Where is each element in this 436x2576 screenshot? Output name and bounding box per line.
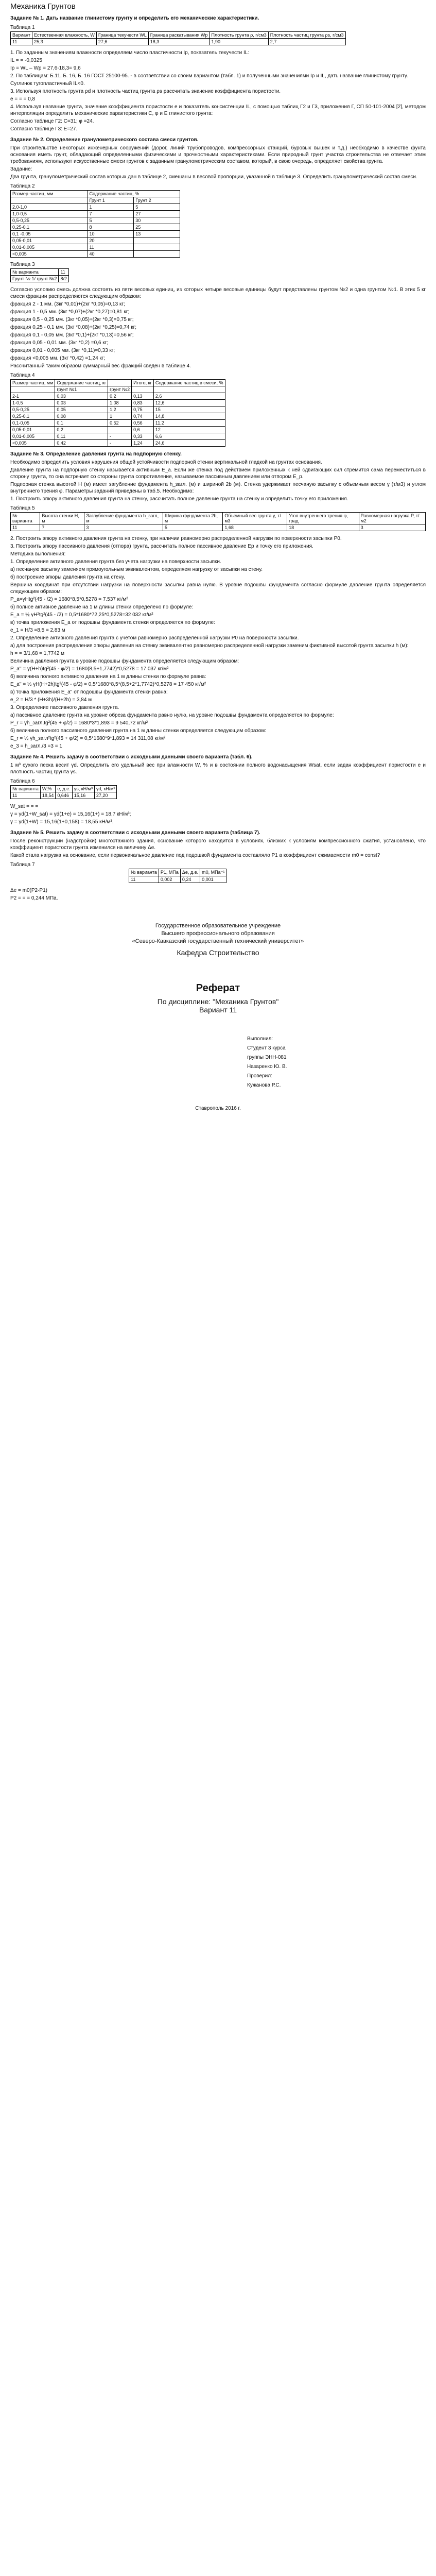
table-cell: Естественная влажность, W — [32, 32, 97, 39]
table-cell: Угол внутреннего трения φ, град — [287, 513, 359, 524]
table-cell: 0,6 — [132, 427, 154, 433]
table-row — [11, 211, 180, 217]
paragraph: При строительстве некоторых инженерных сооружений (дорог, линий трубопроводов, компрессорных станций, буровых вышек и т.д.) необходимо в качестве фунта основания иметь грунт, обладающий определенными физическими и прочностными характеристиками. Если природный грунт участка строительства не отвечает этим требованиям, используют искусственные смеси грунтов с заданным гранулометрическим составом, который, в свою очередь, определяет свойства грунта. — [10, 145, 426, 164]
paragraph: Методика выполнения: — [10, 551, 66, 557]
sign-line: группы ЭНН-081 — [247, 1055, 287, 1060]
paragraph: h = = 3/1,68 = 1,7742 м — [10, 651, 65, 656]
table-row — [11, 238, 180, 244]
task1-heading: Задание № 1. Дать название глинистому грунту и определить его механические характеристики. — [10, 15, 259, 21]
table3-caption: Таблица 3 — [10, 262, 35, 267]
sign-line: Назаренко Ю. В. — [247, 1064, 287, 1070]
table-row — [11, 393, 225, 400]
table2 — [10, 190, 180, 258]
table-cell: 0,25-0,1 — [11, 224, 88, 231]
table-cell: 18,3 — [148, 39, 210, 45]
paragraph: фракция 1 - 0,5 мм. (3кг *0,07)+(2кг *0,27)=0,81 кг; — [10, 309, 130, 315]
table-row — [11, 524, 426, 531]
task5-heading: Задание № 5. Решить задачу в соответствии с исходными данными своего варианта (таблица 7). — [10, 830, 260, 836]
table-row — [11, 440, 225, 447]
signatures-block — [247, 1035, 426, 1090]
table-cell — [108, 380, 132, 386]
table-cell: 0,42 — [55, 440, 108, 447]
sign-line: Студент 3 курса — [247, 1045, 286, 1051]
table-cell: 6,6 — [153, 433, 225, 440]
table-cell: <0,005 — [11, 251, 88, 258]
table-cell: Заглубление фундамента h_загл, м — [84, 513, 163, 524]
table-cell: 5 — [88, 217, 134, 224]
table-row — [11, 217, 180, 224]
table-cell: 1,24 — [132, 440, 154, 447]
table-cell: 0,75 — [132, 406, 154, 413]
paragraph: фракция 0,5 - 0,25 мм. (3кг *0,05)+(2кг *0,3)=0,75 кг; — [10, 317, 134, 323]
table-cell: 8 — [88, 224, 134, 231]
paragraph: W_sat = = = — [10, 804, 39, 809]
table-row — [11, 792, 117, 799]
org-line-3: «Северо-Кавказский государственный технический университет» — [132, 938, 304, 944]
paragraph: e_2 = H/3 * (H+3h)/(H+2h) = 3,84 м — [10, 697, 92, 703]
task3-heading: Задание № 3. Определение давления грунта на подпорную стенку. — [10, 451, 182, 457]
table-cell: Плотность частиц грунта ρs, г/см3 — [268, 32, 345, 39]
paragraph: 1 м³ сухого песка весит γd. Определить его удельный вес при влажности W, % и в состоянии полного водонасыщения Wsat, если задан коэффициент пористости e и плотность частиц грунта γs. — [10, 762, 426, 775]
paragraph: в) точка приложения E_a'' от подошвы фундамента стенки равна: — [10, 689, 168, 695]
task4-text — [10, 762, 426, 775]
paragraph: фракция 2 - 1 мм. (3кг *0,01)+(2кг *0,05)=0,13 кг; — [10, 301, 125, 307]
sign-line: Проверил: — [247, 1073, 272, 1079]
table-cell: 0,03 — [55, 400, 108, 406]
table-cell: 2,0-1,0 — [11, 204, 88, 211]
paragraph: 3. Построить эпюру пассивного давления (отпора) грунта, рассчитать полное пассивное давление Ep и точку его приложения. — [10, 544, 313, 549]
table-cell: Объемный вес грунта γ, т/м3 — [223, 513, 287, 524]
table-cell: 0,646 — [56, 792, 72, 799]
table-cell: 0,08 — [55, 413, 108, 420]
paragraph: P2 = = = 0,244 МПа. — [10, 895, 58, 901]
table-cell: 0,01-0,005 — [11, 244, 88, 251]
table-cell: 0,01-0,005 — [11, 433, 55, 440]
document-page — [5, 0, 431, 1122]
table-cell: 0,83 — [132, 400, 154, 406]
task2-text — [10, 145, 426, 180]
table-cell: 2,7 — [268, 39, 345, 45]
table-cell: 0,33 — [132, 433, 154, 440]
paragraph: а) пассивное давление грунта на уровне обреза фундамента равно нулю, на уровне подошвы фундамента определяется по формуле: — [10, 713, 334, 718]
paragraph: Рассчитанный таким образом суммарный вес фракций сведен в таблице 4. — [10, 363, 191, 369]
paragraph: Необходимо определить условия нарушения общей устойчивости подпорной стенки вертикальной гладкой на грунтах основания. — [10, 460, 322, 465]
table-cell: 1,2 — [108, 406, 132, 413]
table-cell — [11, 386, 55, 393]
table-cell: 1,0-0,5 — [11, 211, 88, 217]
table-cell: 15 — [153, 406, 225, 413]
table-cell — [108, 427, 132, 433]
task1-text — [10, 49, 426, 132]
paragraph: E_r = ½ γh_загл²tg²(45 + φ/2) = 0,5*1680*9*1,893 = 14 311,08 кг/м² — [10, 736, 166, 741]
table-row — [11, 231, 180, 238]
paragraph: 2. По таблицам: Б.11, Б. 16, Б. 16 ГОСТ 25100-95. - в соответствии со своим вариантом (табл. 1) и полученными значениями Ip и IL, дать название глинистому грунту. — [10, 73, 408, 79]
table-cell: 14,8 — [153, 413, 225, 420]
table-cell: 1 — [108, 413, 132, 420]
paragraph: E_a = ½ γH²tg²(45 - /2) = 0,5*1680*72,25*0,5278=32 032 кг/м² — [10, 612, 153, 618]
table-cell: 0,25-0,1 — [11, 413, 55, 420]
table-row — [11, 276, 69, 282]
table-cell: 0,5-0,25 — [11, 406, 55, 413]
table-cell: 10 — [88, 231, 134, 238]
paragraph: γ = γd(1+W_sat) = γd(1+e) = 15,16(1+) = 18,7 кН/м³; — [10, 811, 131, 817]
paragraph: Согласно таблице Г2: С=31; φ =24. — [10, 118, 94, 124]
table-cell: P1, МПа — [159, 869, 180, 876]
table-cell: Размер частиц, мм — [11, 380, 55, 386]
table-cell: e, д.е. — [56, 786, 72, 792]
table-cell: Размер частиц, мм — [11, 191, 88, 197]
table-cell: 0,05-0,01 — [11, 427, 55, 433]
table-cell: γd, кН/м³ — [94, 786, 117, 792]
org-line-1: Государственное образовательное учреждение — [155, 923, 281, 929]
table-cell: 30 — [134, 217, 180, 224]
table-cell: 8/2 — [59, 276, 69, 282]
paragraph: 1. Построить эпюру активного давления грунта на стенку, рассчитать полное давление грунта на стенку и определить точку его приложения. — [10, 496, 348, 502]
paragraph: Ip = WL – Wp = 27,6-18,3= 9,6 — [10, 65, 81, 71]
table-cell: 3 — [359, 524, 425, 531]
task5-text — [10, 838, 426, 859]
table-cell: 0,1 — [55, 420, 108, 427]
table-cell: 1 — [88, 204, 134, 211]
table-cell: 11 — [11, 792, 41, 799]
table-cell: Равномерная нагрузка P, т/м2 — [359, 513, 425, 524]
table-cell: Граница текучести WL — [96, 32, 148, 39]
table-row — [11, 406, 225, 413]
paragraph: Какой стала нагрузка на основание, если первоначальное давление под подошвой фундамента составляло P1 а коэффициент сжимаемости m0 = const? — [10, 853, 380, 858]
paragraph: а) для построения распределения эпюры давления на стенку эквивалентно равномерно распределенной нагрузки заменим фиктивной высотой грунта засыпки h (м): — [10, 643, 409, 649]
paragraph: E_a'' = ½ γH(H+2h)tg²(45 - φ/2) = 0,5*1680*8,5*(8,5+2*1,7742)*0,5278 = 17 450 кг/м² — [10, 682, 206, 687]
table-cell: 3 — [84, 524, 163, 531]
task3-text — [10, 459, 426, 502]
table-cell: 11 — [11, 39, 32, 45]
table6-caption: Таблица 6 — [10, 778, 35, 784]
table-cell: № варианта — [11, 513, 40, 524]
table-cell: 27,20 — [94, 792, 117, 799]
table-row — [11, 386, 225, 393]
table-cell: Итого, кг — [132, 380, 154, 386]
table-cell: 0,2 — [108, 393, 132, 400]
table-cell: 11 — [88, 244, 134, 251]
paragraph: 4. Используя название грунта, значение коэффициента пористости e и показатель консистенции IL, с помощью таблиц Г2 и Г3, приложения Г, СП 50-101-2004 [2], методом интерполяции определить механические характеристики С, φ и Е глинистого грунта: — [10, 104, 426, 116]
table-row — [11, 513, 426, 524]
title-page — [10, 922, 426, 1014]
table-cell — [134, 238, 180, 244]
table-row — [11, 191, 180, 197]
table-cell: 1-0,5 — [11, 400, 55, 406]
table1-caption: Таблица 1 — [10, 25, 35, 30]
city-year: Ставрополь 2016 г. — [195, 1106, 241, 1111]
table-cell: 0,11 — [55, 433, 108, 440]
paragraph: Согласно таблице Г3: Е=27. — [10, 126, 78, 132]
table-cell: 0,1 -0,05 — [11, 231, 88, 238]
table-cell: 7 — [88, 211, 134, 217]
paragraph: IL = = -0,0325 — [10, 58, 42, 63]
table-cell: 12 — [153, 427, 225, 433]
paragraph: e_3 = h_загл./3 =3 = 1 — [10, 743, 62, 749]
paragraph: 1. По заданным значениям влажности определяем число пластичности Ip, показатель текучести IL: — [10, 50, 250, 56]
table-cell: 18,54 — [40, 792, 56, 799]
task4-text-2 — [10, 803, 426, 825]
table-cell — [11, 197, 88, 204]
paragraph: Δe = m0(P2-P1) — [10, 888, 47, 893]
table-cell: 5 — [134, 204, 180, 211]
paragraph: γ = γd(1+W) = 15,16(1+0,158) = 18,55 кН/м³. — [10, 819, 114, 825]
paragraph: б) построение эпюры давления грунта на стену. — [10, 574, 125, 580]
paragraph: 1. Определение активного давления грунта без учета нагрузки на поверхности засыпки. — [10, 559, 221, 565]
report-title: Реферат — [196, 982, 240, 994]
task2-heading: Задание № 2. Определение гранулометрического состава смеси грунтов. — [10, 137, 199, 143]
table-cell: - — [108, 440, 132, 447]
paragraph: б) полное активное давление на 1 м длины стенки определено по формуле: — [10, 604, 194, 610]
table-cell: № варианта — [11, 786, 41, 792]
table-row — [129, 869, 226, 876]
table-cell — [134, 244, 180, 251]
paragraph: 3. Используя плотность грунта ρd и плотность частиц грунта ρs рассчитать значение коэффициента пористости. — [10, 89, 281, 94]
table-cell: 11 — [59, 269, 69, 276]
table-cell: m0, МПа⁻¹ — [200, 869, 226, 876]
table-cell: Ширина фундамента 2b, м — [163, 513, 222, 524]
table7 — [129, 869, 226, 883]
table-cell: 1,08 — [108, 400, 132, 406]
paragraph: P_а=γHtg²(45 - /2) = 1680*8,5*0,5278 = 7.537 кг/м² — [10, 597, 128, 602]
table-cell: 0,74 — [132, 413, 154, 420]
paragraph: Подпорная стенка высотой H (м) имеет загубление фундамента h_загл. (м) и шириной 2b (м). Стенка удерживает песчаную засыпку с объемным весом γ (т/м3) и углом внутреннего трения φ. Параметры заданий приведены в таб.5. Необходимо: — [10, 482, 426, 494]
table-cell: Содержание частиц, % — [88, 191, 180, 197]
table-cell: 11 — [129, 876, 159, 883]
paragraph: фракция <0,005 мм. (3кг *0,42) =1,24 кг; — [10, 355, 106, 361]
table-cell: грунт №2 — [108, 386, 132, 393]
table-cell: Плотность грунта ρ, г/см3 — [210, 32, 268, 39]
table-cell — [132, 386, 154, 393]
table-row — [11, 269, 69, 276]
paragraph: фракция 0,25 - 0,1 мм. (3кг *0,08)+(2кг *0,25)=0,74 кг; — [10, 325, 137, 330]
table-cell: W,% — [40, 786, 56, 792]
table3 — [10, 268, 69, 282]
table-cell: 25 — [134, 224, 180, 231]
table-row — [11, 400, 225, 406]
table-row — [11, 244, 180, 251]
department: Кафедра Строительство — [177, 948, 259, 957]
org-line-2: Высшего профессионального образования — [161, 930, 275, 937]
table-cell: 5 — [163, 524, 222, 531]
paragraph: фракция 0,05 - 0,01 мм. (3кг *0,2) =0,6 кг; — [10, 340, 109, 346]
table-cell: - — [108, 433, 132, 440]
paragraph: Два грунта, гранулометрический состав которых дан в таблице 2, смешаны в весовой пропорции, указанной в таблице 3. Определить гранулометрический состав смеси. — [10, 174, 417, 180]
table-row — [11, 39, 346, 45]
table-row — [11, 433, 225, 440]
task5-text-2 — [10, 887, 426, 902]
table-cell: Вариант — [11, 32, 32, 39]
table-cell: 7 — [40, 524, 84, 531]
paragraph: Задание: — [10, 166, 32, 172]
table-cell: Граница раскатывания Wp — [148, 32, 210, 39]
table-cell: 2,6 — [153, 393, 225, 400]
paragraph: Суглинок тугопластичный IL<0. — [10, 81, 85, 87]
task4-heading: Задание № 4. Решить задачу в соответствии с исходными данными своего варианта (табл. 6). — [10, 754, 253, 760]
table-row — [11, 197, 180, 204]
paragraph: 2. Построить эпюру активного давления грунта на стенку, при наличии равномерно распределенной нагрузки по поверхности засыпки P0. — [10, 536, 342, 541]
task3-text-2 — [10, 535, 426, 750]
paragraph: Давление грунта на подпорную стенку называется активным E_a. Если же стенка под действием приложенных к ней сдвигающих сил стремится сама переместиться в сторону грунта, то она встречает со стороны грунта сопротивление, называемое пассивным давлением или отпором E_p. — [10, 467, 426, 480]
table-cell — [153, 386, 225, 393]
table-cell: 0,05 — [55, 406, 108, 413]
table-cell: № варианта — [129, 869, 159, 876]
paragraph: фракция 0,01 - 0,005 мм. (3кг *0,11)=0,33 кг; — [10, 348, 115, 353]
table-cell: <0,005 — [11, 440, 55, 447]
table-cell: 20 — [88, 238, 134, 244]
table-cell: 1,68 — [223, 524, 287, 531]
paragraph: P_r = γh_загл.tg²(45 + φ/2) = 1680*3*1,893 = 9 540,72 кг/м² — [10, 720, 148, 726]
paragraph: Вершина координат при отсутствии нагрузки на поверхности засыпки равна нулю. В уровне подошвы фундамента согласно формуле давление грунта определяется следующим образом: — [10, 582, 426, 595]
table-cell: 0,5-0,25 — [11, 217, 88, 224]
table2-caption: Таблица 2 — [10, 183, 35, 189]
paragraph: P_a'' = γ(H+h)tg²(45 - φ/2) = 1680(8,5+1,7742)*0,5278 = 17 037 кг/м² — [10, 666, 169, 672]
table-cell: Грунт № 1/ грунт №2 — [11, 276, 59, 282]
sign-line: Кужанова Р.С. — [247, 1082, 281, 1088]
table-cell: № варианта — [11, 269, 59, 276]
paragraph: 3. Определение пассивного давления грунта. — [10, 705, 119, 710]
table-cell: Содержание частиц в смеси, % — [153, 380, 225, 386]
table-cell: 0,13 — [132, 393, 154, 400]
page-title: Механика Грунтов — [10, 2, 76, 11]
table-cell: 0,1-0,05 — [11, 420, 55, 427]
paragraph: 2. Определение активного давления грунта с учетом равномерно распределенной нагрузки P0 на поверхности засыпки. — [10, 635, 299, 641]
table1 — [10, 31, 346, 45]
table-cell: Δe, д.е. — [180, 869, 200, 876]
table-row — [11, 32, 346, 39]
table-cell: Грунт 1 — [88, 197, 134, 204]
table-row — [11, 413, 225, 420]
table-cell: 25,3 — [32, 39, 97, 45]
table-cell: 27 — [134, 211, 180, 217]
table-cell: 0,24 — [180, 876, 200, 883]
table-cell: 12,6 — [153, 400, 225, 406]
table-cell: 13 — [134, 231, 180, 238]
table-cell: 27,6 — [96, 39, 148, 45]
paragraph: После реконструкции (надстройки) многоэтажного здания, основание которого находится в условиях, близких к условиям компрессионного сжатия, установлено, что коэффициент пористости грунта изменился на величину Δe. — [10, 838, 426, 851]
table-row — [11, 251, 180, 258]
table-cell: 2-1 — [11, 393, 55, 400]
table-cell: γs, кН/м³ — [72, 786, 94, 792]
table4-caption: Таблица 4 — [10, 372, 35, 378]
table-row — [11, 786, 117, 792]
table-cell: 0,56 — [132, 420, 154, 427]
table-row — [11, 380, 225, 386]
table-cell: 18 — [287, 524, 359, 531]
paragraph: Согласно условию смесь должна состоять из пяти весовых единиц, из которых четыре весовые единицы будут представлены грунтом №2 и одна грунтом №1. В этих 5 кг смеси фракции распределяются следующим образом: — [10, 287, 426, 299]
paragraph: а) песчаную засыпку заменяем прямоугольным эквивалентом, определяем нагрузку от засыпки на стену. — [10, 567, 263, 572]
paragraph: e_1 = H/3 =8,5 = 2,83 м — [10, 628, 65, 633]
table-cell: 11,2 — [153, 420, 225, 427]
sign-line: Выполнил: — [247, 1036, 273, 1042]
table-row — [11, 224, 180, 231]
paragraph: Величина давления грунта в уровне подошвы фундамента определяется следующим образом: — [10, 658, 239, 664]
table-cell — [134, 251, 180, 258]
table-cell: Содержание частиц, кг — [55, 380, 108, 386]
paragraph: e = = = 0,8 — [10, 96, 36, 102]
table4 — [10, 379, 225, 447]
table5-caption: Таблица 5 — [10, 505, 35, 511]
table-cell: Высота стенки H, м — [40, 513, 84, 524]
table-cell: 1,90 — [210, 39, 268, 45]
table-row — [11, 427, 225, 433]
table-cell: 0,002 — [159, 876, 180, 883]
table-cell: 0,52 — [108, 420, 132, 427]
table-cell: Грунт 2 — [134, 197, 180, 204]
table-cell: 0,05-0,01 — [11, 238, 88, 244]
table-cell: грунт №1 — [55, 386, 108, 393]
task2-text-2 — [10, 286, 426, 369]
table-cell: 40 — [88, 251, 134, 258]
table-cell: 0,03 — [55, 393, 108, 400]
variant: Вариант 11 — [199, 1006, 237, 1014]
table-cell: 15,16 — [72, 792, 94, 799]
table-cell: 24,6 — [153, 440, 225, 447]
table-cell: 11 — [11, 524, 40, 531]
paragraph: фракция 0,1 - 0,05 мм. (3кг *0,1)+(2кг *0,13)=0,56 кг; — [10, 332, 134, 338]
table-row — [129, 876, 226, 883]
table-cell: 0,001 — [200, 876, 226, 883]
table7-caption: Таблица 7 — [10, 862, 35, 868]
table6 — [10, 785, 117, 799]
paragraph: б) величина полного активного давления на 1 м длины стенки по формуле равна: — [10, 674, 206, 680]
discipline: По дисциплине: "Механика Грунтов" — [157, 997, 279, 1006]
table5 — [10, 512, 426, 531]
table-cell: 0,2 — [55, 427, 108, 433]
paragraph: б) величина полного пассивного давления грунта на 1 м длины стенки определяется следующим образом: — [10, 728, 267, 734]
table-row — [11, 204, 180, 211]
paragraph: в) точка приложения E_a от подошвы фундамента стенки определяется по формуле: — [10, 620, 215, 625]
table-row — [11, 420, 225, 427]
